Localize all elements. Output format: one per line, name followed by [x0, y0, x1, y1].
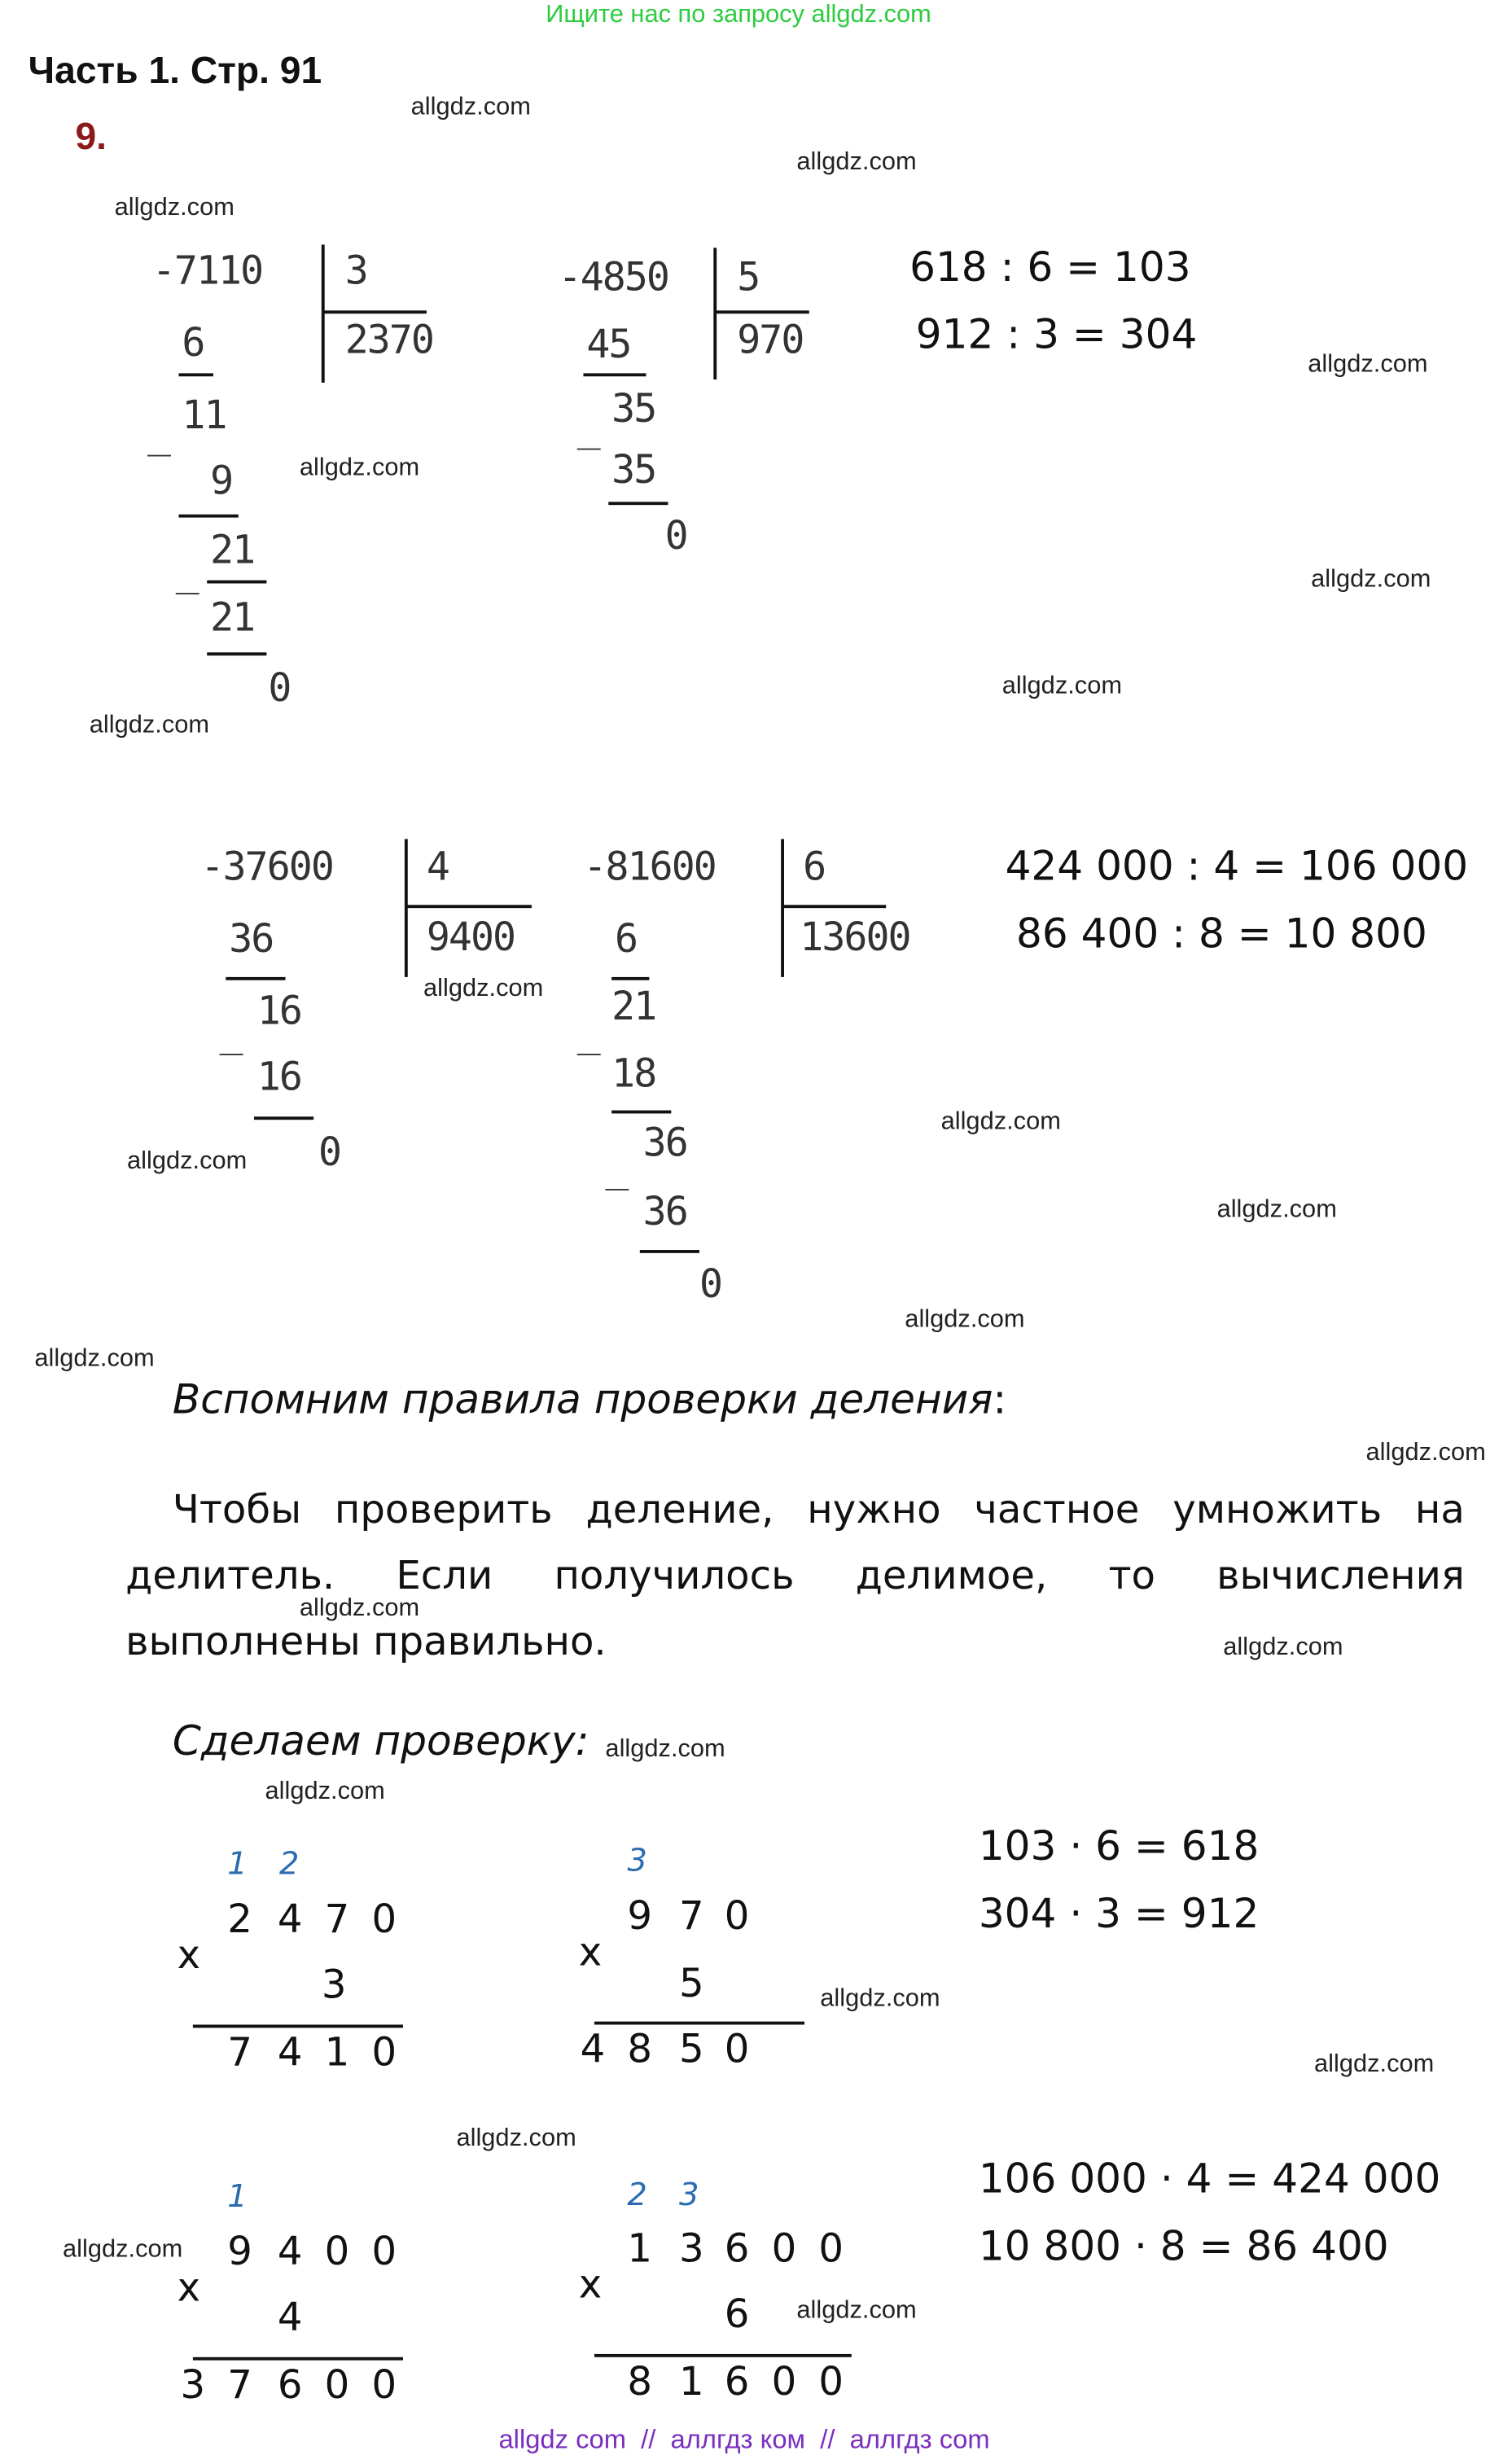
times-sign: x — [578, 2261, 603, 2308]
digit: 6 — [724, 2225, 750, 2271]
divisor: 3 — [344, 248, 367, 294]
step: 18 — [611, 1050, 656, 1097]
digit: 6 — [724, 2358, 750, 2405]
remainder: 0 — [268, 664, 291, 711]
digit: 6 — [277, 2361, 303, 2408]
footer-links: allgdz com // аллгдз ком // аллгдз com — [498, 2424, 990, 2455]
step: 9 — [210, 458, 233, 504]
watermark: allgdz.com — [299, 454, 420, 482]
equation: 618 : 6 = 103 — [909, 244, 1191, 292]
digit: 0 — [771, 2225, 797, 2271]
watermark: allgdz.com — [299, 1594, 420, 1622]
equation: 912 : 3 = 304 — [915, 312, 1198, 360]
step: 36 — [229, 915, 274, 962]
digit: 4 — [277, 2029, 303, 2076]
digit: 4 — [277, 1896, 303, 1942]
watermark: allgdz.com — [89, 712, 210, 739]
digit: 0 — [818, 2225, 844, 2271]
quotient: 9400 — [426, 914, 515, 960]
step: 36 — [642, 1188, 687, 1234]
digit: 0 — [371, 2361, 397, 2408]
digit: 0 — [324, 2361, 350, 2408]
step: 21 — [210, 527, 255, 572]
step: 36 — [642, 1120, 687, 1166]
multiplier: 3 — [321, 1962, 347, 2008]
watermark: allgdz.com — [1365, 1440, 1486, 1467]
dividend: -4850 — [558, 254, 668, 300]
minus-sign: _ — [576, 1010, 599, 1056]
rule-heading-colon: : — [993, 1377, 1007, 1424]
remainder: 0 — [664, 512, 687, 559]
step: 11 — [182, 392, 226, 438]
watermark: allgdz.com — [1311, 566, 1431, 594]
digit: 3 — [678, 2225, 704, 2271]
step: 21 — [210, 594, 255, 640]
times-sign: x — [177, 2265, 201, 2310]
digit: 0 — [371, 2029, 397, 2076]
step: 35 — [611, 385, 656, 432]
step: 16 — [256, 1054, 302, 1100]
equation: 10 800 · 8 = 86 400 — [978, 2224, 1389, 2271]
rule-heading — [173, 1377, 1006, 1424]
dividend: -37600 — [200, 844, 333, 890]
digit: 0 — [818, 2358, 844, 2405]
minus-sign: _ — [219, 1010, 242, 1056]
watermark: allgdz.com — [940, 1108, 1061, 1136]
watermark: allgdz.com — [1313, 2051, 1435, 2078]
digit: 7 — [227, 2029, 252, 2076]
digit: 2 — [227, 1896, 252, 1942]
divisor: 4 — [426, 844, 449, 890]
watermark: allgdz.com — [820, 1985, 940, 2013]
carry-digit: 2 — [278, 1844, 300, 1883]
times-sign: x — [177, 1931, 201, 1978]
task-number: 9. — [75, 116, 107, 159]
watermark: allgdz.com — [63, 2236, 183, 2264]
step: 21 — [611, 983, 656, 1029]
minus-sign: _ — [576, 404, 599, 450]
check-heading: Сделаем проверку: — [172, 1718, 589, 1766]
watermark: allgdz.com — [127, 1147, 248, 1175]
divisor: 6 — [803, 844, 826, 890]
multiplier: 4 — [277, 2294, 303, 2340]
watermark: allgdz.com — [1308, 351, 1428, 379]
equation: 103 · 6 = 618 — [978, 1823, 1260, 1871]
carry-digit: 1 — [227, 1844, 248, 1883]
multiplier: 5 — [678, 1960, 704, 2006]
multiplier: 6 — [724, 2291, 750, 2337]
digit: 0 — [724, 1892, 750, 1939]
carry-digit: 3 — [678, 2175, 699, 2213]
step: 35 — [611, 446, 656, 493]
page-title: Часть 1. Стр. 91 — [28, 50, 322, 93]
step: 16 — [256, 988, 302, 1034]
watermark: allgdz.com — [456, 2124, 576, 2152]
equation: 424 000 : 4 = 106 000 — [1005, 844, 1469, 891]
quotient: 2370 — [344, 317, 433, 362]
digit: 8 — [627, 2026, 653, 2072]
quotient: 970 — [737, 317, 804, 362]
digit: 1 — [678, 2358, 704, 2405]
digit: 1 — [324, 2029, 350, 2076]
equation: 304 · 3 = 912 — [978, 1891, 1260, 1939]
watermark: allgdz.com — [423, 975, 544, 1002]
watermark: allgdz.com — [410, 94, 531, 121]
watermark: allgdz.com — [605, 1736, 725, 1763]
step: 6 — [614, 915, 638, 962]
digit: 0 — [724, 2026, 750, 2072]
equation: 86 400 : 8 = 10 800 — [1016, 911, 1427, 958]
dividend: -7110 — [151, 248, 263, 294]
digit: 0 — [371, 2228, 397, 2274]
carry-digit: 3 — [627, 1841, 647, 1879]
watermark: allgdz.com — [796, 148, 917, 176]
digit: 8 — [627, 2358, 653, 2405]
watermark: allgdz.com — [114, 194, 234, 221]
watermark: allgdz.com — [1001, 673, 1123, 699]
digit: 4 — [580, 2026, 606, 2072]
digit: 3 — [180, 2361, 206, 2408]
minus-sign: _ — [175, 549, 198, 594]
search-hint: Ищите нас по запросу allgdz.com — [546, 1, 931, 28]
watermark: allgdz.com — [905, 1306, 1025, 1334]
digit: 7 — [324, 1896, 350, 1942]
remainder: 0 — [699, 1260, 722, 1307]
times-sign: x — [578, 1928, 603, 1975]
watermark: allgdz.com — [1223, 1633, 1343, 1661]
digit: 1 — [627, 2225, 653, 2271]
digit: 4 — [277, 2228, 303, 2274]
rule-heading-text: Вспомним правила проверки деления — [172, 1377, 993, 1424]
digit: 9 — [227, 2228, 252, 2274]
dividend: -81600 — [583, 844, 716, 890]
rule-text: Чтобы проверить деление, нужно частное умножить на делитель. Если получилось делимое, то вычисления выполнены правильно. — [125, 1486, 1465, 1664]
digit: 0 — [324, 2228, 350, 2274]
watermark: allgdz.com — [796, 2297, 917, 2325]
carry-digit: 2 — [627, 2175, 647, 2213]
watermark: allgdz.com — [34, 1345, 155, 1373]
digit: 9 — [627, 1892, 653, 1939]
digit: 0 — [771, 2358, 797, 2405]
equation: 106 000 · 4 = 424 000 — [978, 2156, 1441, 2204]
step: 6 — [182, 319, 204, 366]
step: 45 — [586, 321, 631, 367]
minus-sign: _ — [147, 410, 170, 457]
divisor: 5 — [737, 254, 760, 300]
carry-digit: 1 — [227, 2177, 248, 2215]
digit: 7 — [678, 1892, 704, 1939]
minus-sign: _ — [605, 1144, 628, 1190]
quotient: 13600 — [800, 914, 910, 960]
remainder: 0 — [318, 1129, 341, 1175]
watermark: allgdz.com — [265, 1778, 385, 1805]
digit: 5 — [678, 2026, 704, 2072]
digit: 0 — [371, 1896, 397, 1942]
watermark: allgdz.com — [1216, 1196, 1337, 1224]
digit: 7 — [227, 2361, 252, 2408]
